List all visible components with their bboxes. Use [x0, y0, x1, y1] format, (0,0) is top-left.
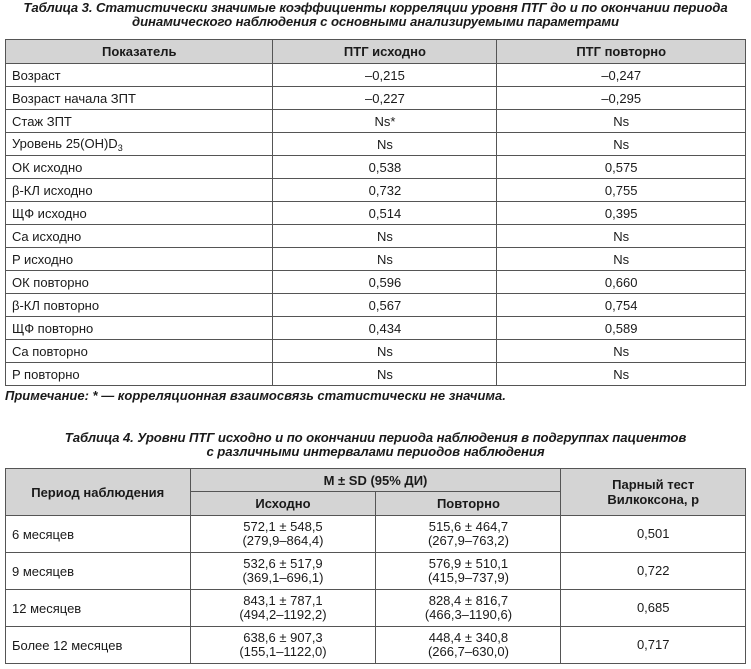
indicator-label: Ca исходно [12, 228, 82, 244]
period-cell: 9 месяцев [6, 553, 191, 590]
table-3-header-row [6, 40, 746, 64]
table-row [6, 627, 746, 664]
ptg-initial-cell: –0,227 [273, 87, 497, 110]
table-3 [5, 39, 746, 386]
wilcoxon-header-line-1: Парный тест [612, 477, 695, 492]
ptg-initial-cell: 0,514 [273, 202, 497, 225]
table-row [6, 248, 746, 271]
repeat-ci: (266,7–630,0) [427, 644, 509, 659]
table-row [6, 294, 746, 317]
ptg-repeat-cell: 0,660 [497, 271, 746, 294]
indicator-label: P исходно [12, 251, 74, 267]
period-cell: Более 12 месяцев [6, 627, 191, 664]
table-3-body [6, 64, 746, 386]
column-header-msd: M ± SD (95% ДИ) [190, 469, 561, 492]
wilcoxon-p-cell: 0,501 [561, 516, 746, 553]
ptg-repeat-cell: Ns [497, 110, 746, 133]
repeat-value-cell [376, 590, 561, 627]
indicator-cell [6, 294, 273, 317]
indicator-cell [6, 156, 273, 179]
ptg-repeat-cell: Ns [497, 225, 746, 248]
ptg-initial-cell: Ns [273, 225, 497, 248]
initial-ci: (279,9–864,4) [242, 533, 324, 548]
table-row [6, 363, 746, 386]
indicator-label: Возраст [12, 67, 61, 83]
indicator-cell [6, 179, 273, 202]
column-header-period: Период наблюдения [6, 469, 191, 516]
column-header-initial: Исходно [190, 492, 376, 516]
indicator-label: Возраст начала ЗПТ [12, 90, 136, 106]
ptg-initial-cell: 0,732 [273, 179, 497, 202]
indicator-cell [6, 133, 273, 156]
ptg-initial-cell: Ns* [273, 110, 497, 133]
indicator-cell [6, 225, 273, 248]
indicator-label: Уровень 25(OH)D [12, 135, 118, 151]
ptg-initial-cell: Ns [273, 340, 497, 363]
table-4-caption [0, 431, 751, 459]
indicator-label-subscript: 3 [117, 142, 123, 153]
ptg-repeat-cell: Ns [497, 248, 746, 271]
initial-value-cell [190, 516, 376, 553]
table-3-caption [0, 1, 751, 29]
column-header-indicator: Показатель [6, 40, 273, 64]
table-3-caption-line-1: Таблица 3. Статистически значимые коэффициенты корреляции уровня ПТГ до и по окончании периода [23, 0, 728, 15]
ptg-repeat-cell: 0,589 [497, 317, 746, 340]
table-4-caption-line-2: с различными интервалами периодов наблюдения [206, 444, 545, 459]
indicator-cell [6, 340, 273, 363]
wilcoxon-p-cell: 0,717 [561, 627, 746, 664]
ptg-repeat-cell: –0,247 [497, 64, 746, 87]
indicator-label: Стаж ЗПТ [12, 113, 72, 129]
table-row [6, 271, 746, 294]
indicator-cell [6, 87, 273, 110]
repeat-value-cell [376, 553, 561, 590]
period-cell: 12 месяцев [6, 590, 191, 627]
table-row [6, 133, 746, 156]
table-row [6, 87, 746, 110]
column-header-ptg-repeat: ПТГ повторно [497, 40, 746, 64]
indicator-cell [6, 317, 273, 340]
table-4 [5, 468, 746, 664]
table-row [6, 516, 746, 553]
period-cell: 6 месяцев [6, 516, 191, 553]
table-row [6, 225, 746, 248]
initial-value-cell [190, 553, 376, 590]
table-4-caption-line-1: Таблица 4. Уровни ПТГ исходно и по окончании периода наблюдения в подгруппах пациентов [64, 430, 687, 445]
column-header-wilcoxon [561, 469, 746, 516]
table-row [6, 64, 746, 87]
indicator-label: β-КЛ повторно [12, 297, 100, 313]
wilcoxon-p-cell: 0,685 [561, 590, 746, 627]
indicator-label: β-КЛ исходно [12, 182, 93, 198]
column-header-ptg-initial: ПТГ исходно [273, 40, 497, 64]
initial-value-cell [190, 590, 376, 627]
ptg-repeat-cell: Ns [497, 363, 746, 386]
ptg-initial-cell: 0,567 [273, 294, 497, 317]
repeat-ci: (267,9–763,2) [427, 533, 509, 548]
indicator-label: ЩФ повторно [12, 320, 94, 336]
initial-value-cell [190, 627, 376, 664]
table-row [6, 590, 746, 627]
ptg-initial-cell: Ns [273, 133, 497, 156]
repeat-value-cell [376, 516, 561, 553]
ptg-repeat-cell: Ns [497, 340, 746, 363]
ptg-repeat-cell: Ns [497, 133, 746, 156]
initial-mean: 638,6 ± 907,3 [243, 630, 323, 645]
table-row [6, 553, 746, 590]
ptg-initial-cell: –0,215 [273, 64, 497, 87]
ptg-repeat-cell: 0,755 [497, 179, 746, 202]
repeat-mean: 576,9 ± 510,1 [428, 556, 509, 571]
table-4-header-row-1 [6, 469, 746, 492]
repeat-mean: 448,4 ± 340,8 [428, 630, 509, 645]
repeat-ci: (415,9–737,9) [427, 570, 509, 585]
indicator-cell [6, 363, 273, 386]
ptg-repeat-cell: 0,575 [497, 156, 746, 179]
ptg-repeat-cell: –0,295 [497, 87, 746, 110]
repeat-ci: (466,3–1190,6) [424, 607, 513, 622]
indicator-cell [6, 64, 273, 87]
table-4-body [6, 516, 746, 664]
table-3-note: Примечание: * — корреляционная взаимосвязь статистически не значима. [5, 388, 506, 403]
ptg-initial-cell: 0,596 [273, 271, 497, 294]
initial-ci: (369,1–696,1) [242, 570, 324, 585]
table-row [6, 156, 746, 179]
indicator-cell [6, 271, 273, 294]
table-row [6, 317, 746, 340]
initial-ci: (155,1–1122,0) [239, 644, 327, 659]
table-row [6, 179, 746, 202]
ptg-initial-cell: 0,434 [273, 317, 497, 340]
indicator-cell [6, 202, 273, 225]
initial-mean: 572,1 ± 548,5 [243, 519, 323, 534]
indicator-label: ОК исходно [12, 159, 83, 175]
table-row [6, 340, 746, 363]
initial-mean: 843,1 ± 787,1 [243, 593, 323, 608]
ptg-initial-cell: Ns [273, 248, 497, 271]
ptg-repeat-cell: 0,395 [497, 202, 746, 225]
repeat-mean: 828,4 ± 816,7 [428, 593, 509, 608]
table-row [6, 110, 746, 133]
table-3-caption-line-2: динамического наблюдения с основными анализируемыми параметрами [132, 14, 619, 29]
ptg-initial-cell: Ns [273, 363, 497, 386]
wilcoxon-p-cell: 0,722 [561, 553, 746, 590]
indicator-cell [6, 248, 273, 271]
ptg-repeat-cell: 0,754 [497, 294, 746, 317]
wilcoxon-header-line-2: Вилкоксона, р [607, 492, 700, 507]
repeat-value-cell [376, 627, 561, 664]
initial-ci: (494,2–1192,2) [239, 607, 327, 622]
indicator-label: P повторно [12, 366, 80, 382]
indicator-label: ЩФ исходно [12, 205, 87, 221]
repeat-mean: 515,6 ± 464,7 [428, 519, 509, 534]
indicator-label: Ca повторно [12, 343, 88, 359]
indicator-label: ОК повторно [12, 274, 89, 290]
column-header-repeat: Повторно [376, 492, 561, 516]
table-row [6, 202, 746, 225]
ptg-initial-cell: 0,538 [273, 156, 497, 179]
initial-mean: 532,6 ± 517,9 [243, 556, 323, 571]
indicator-cell [6, 110, 273, 133]
